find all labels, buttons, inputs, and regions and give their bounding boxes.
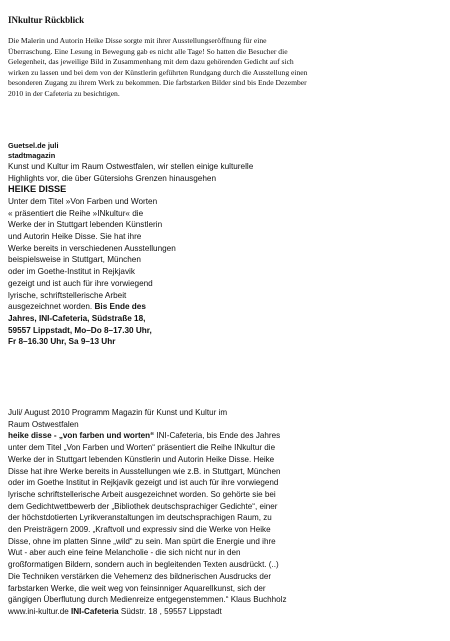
artist-title: HEIKE DISSE — [8, 184, 67, 195]
clipping-source: Guetsel.de juli — [8, 141, 59, 150]
venue-name: INI-Cafeteria — [70, 606, 119, 616]
article-line: den Preisträgern 2009. „Kraftvoll und expressiv sind die Werke von Heike — [8, 525, 271, 535]
article-line: oder im Goethe Institut in Rejkjavik gezeigt und ist auch für ihre vorwiegend — [8, 478, 279, 488]
guetsel-clipping — [8, 141, 440, 348]
article-line: Wut - aber auch eine feine Melancholie - die sich nicht nur in den — [8, 548, 241, 558]
body-line: und Autorin Heike Disse. Sie hat ihre — [8, 232, 142, 242]
magazine-header-line: Raum Ostwestfalen — [8, 419, 79, 429]
article-line: farbstarken Werke, die weit weg von feinsinniger Aquarellkunst, sich der — [8, 583, 266, 593]
article-line: Die Techniken verstärken die Vehemenz des bildnerischen Ausdrucks der — [8, 571, 272, 581]
body-line: Unter dem Titel »Von Farben und Worten — [8, 196, 158, 206]
article-line: gängigen Überflutung durch Medienreize entgegenstemmen.“ Klaus Buchholz — [8, 595, 287, 605]
article-line: Disse hat ihre Werke bereits in Ausstellungen wie z.B. in Stuttgart, München — [8, 466, 281, 476]
body-line: lyrische, schriftstellerische Arbeit — [8, 290, 127, 300]
paragraph-line: wirken zu lassen und bei dem von der Künstlerin geführten Rundgang durch die Ausstellung einen — [8, 67, 308, 77]
body-line: « präsentiert die Reihe »INkultur« die — [8, 208, 144, 218]
body-line: gezeigt und ist auch für ihre vorwiegend — [8, 278, 153, 288]
article-lead-line — [8, 430, 444, 442]
article-line: lyrische schriftstellerische Arbeit ausgezeichnet worden. So gehörte sie bei — [8, 489, 276, 499]
clipping-subsource: stadtmagazin — [8, 150, 56, 160]
article-lead-text: INI-Cafeteria, bis Ende des Jahres — [156, 431, 281, 441]
paragraph-line: Überraschung. Eine Lesung in Bewegung gab es nicht alle Tage! So hatten die Besucher die — [8, 46, 288, 56]
website-text: www.ini-kultur.de — [8, 606, 69, 616]
paragraph-line: 2010 in der Cafeteria zu besichtigen. — [8, 88, 120, 98]
venue-line: 59557 Lippstadt, Mo–Do 8–17.30 Uhr, — [8, 325, 152, 335]
body-line: Werke bereits in verschiedenen Ausstellungen — [8, 243, 176, 253]
body-text: ausgezeichnet worden. — [8, 302, 93, 312]
body-line-mixed — [8, 301, 440, 313]
section-heading: INkultur Rückblick — [8, 15, 85, 25]
body-line: oder im Goethe-Institut in Rejkjavik — [8, 267, 135, 277]
article-line: Disse, ohne im platten Sinne „wild“ zu sein. Man spürt die Energie und ihre — [8, 536, 276, 546]
article-line: unter dem Titel „Von Farben und Worten“ präsentiert die Reihe INkultur die — [8, 443, 276, 453]
paragraph-line: besonderen Zugang zu ihrem Werk zu bekommen. Die farbstarken Bilder sind bis Ende Dezember — [8, 78, 307, 88]
magazine-header-line: Juli/ August 2010 Programm Magazin für Kunst und Kultur im — [8, 408, 228, 417]
paragraph-line: Gelegenheit, das jeweilige Bild in Zusammenhang mit dem dazu gehörenden Gedicht auf sich — [8, 57, 294, 67]
body-line: Werke der in Stuttgart lebenden Künstlerin — [8, 220, 163, 230]
date-text: Bis Ende des — [94, 302, 146, 312]
intro-line: Kunst und Kultur im Raum Ostwestfalen, wir stellen einige kulturelle — [8, 162, 254, 171]
article-line: großformatigen Bildern, sondern auch in begleitenden Texten ausdrückt. (..) — [8, 560, 279, 570]
hours-line: Fr 8–16.30 Uhr, Sa 9–13 Uhr — [8, 337, 116, 347]
inkultur-review-section — [8, 14, 440, 100]
article-line: dem Gedichtwettbewerb der „Bibliothek deutschsprachiger Gedichte“, einer — [8, 501, 278, 511]
article-title: heike disse - „von farben und worten“ — [8, 431, 155, 441]
venue-address: Südstr. 18 , 59557 Lippstadt — [120, 606, 222, 616]
article-line: Werke der in Stuttgart lebenden Künstlerin und Autorin Heike Disse. Heike — [8, 454, 275, 464]
venue-line: Jahres, INI-Cafeteria, Südstraße 18, — [8, 313, 146, 323]
paragraph-line: Die Malerin und Autorin Heike Disse sorgte mit ihrer Ausstellungseröffnung für eine — [8, 36, 267, 45]
intro-line: Highlights vor, die über Gütersiohs Grenzen hinausgehen — [8, 173, 216, 183]
body-line: beispielsweise in Stuttgart, München — [8, 255, 141, 265]
article-line: der höchstdotierten Lyrikveranstaltungen im deutschsprachigen Raum, zu — [8, 513, 272, 523]
program-magazine-clipping — [8, 407, 444, 618]
footer-line — [8, 606, 444, 618]
